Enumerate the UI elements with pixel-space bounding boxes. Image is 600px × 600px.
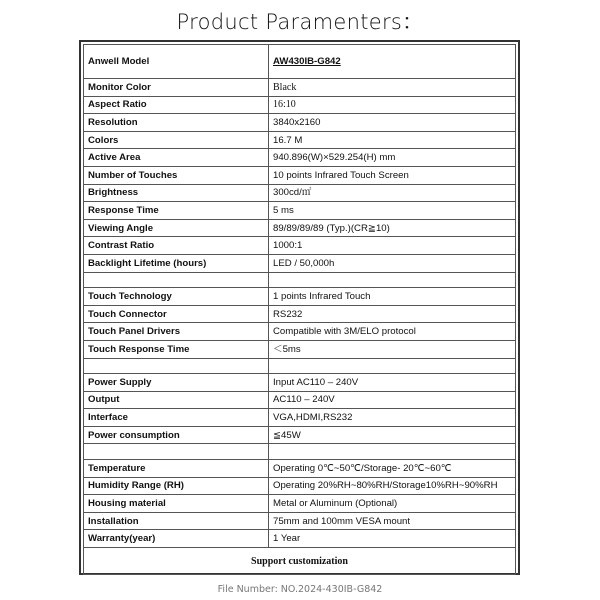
spec-row: [84, 219, 516, 237]
spec-label: Touch Technology: [84, 288, 269, 306]
spec-row: [84, 184, 516, 202]
spacer-row: [84, 272, 516, 288]
spacer-row: [84, 444, 516, 460]
spec-row: [84, 495, 516, 513]
spec-row: [84, 323, 516, 341]
spec-value: Operating 0℃~50℃/Storage- 20℃~60℃: [269, 460, 516, 478]
spec-label: Touch Panel Drivers: [84, 323, 269, 341]
spec-label: Colors: [84, 131, 269, 149]
spec-label: Aspect Ratio: [84, 96, 269, 114]
spec-label: Number of Touches: [84, 166, 269, 184]
spec-row: [84, 340, 516, 358]
spec-row-model: [84, 45, 516, 79]
spec-value: 300cd/㎡: [269, 184, 516, 202]
spec-label: Response Time: [84, 202, 269, 220]
spec-label: Brightness: [84, 184, 269, 202]
spec-row: [84, 426, 516, 444]
spec-row: [84, 288, 516, 306]
spacer-cell: [269, 444, 516, 460]
spec-row: [84, 460, 516, 478]
spec-label: Touch Response Time: [84, 340, 269, 358]
spec-label: Resolution: [84, 114, 269, 132]
spec-row: [84, 512, 516, 530]
spec-label: Anwell Model: [84, 45, 269, 79]
spacer-row: [84, 358, 516, 374]
spec-row: [84, 391, 516, 409]
spec-row: [84, 79, 516, 97]
spec-label: Humidity Range (RH): [84, 477, 269, 495]
spec-value: ≦45W: [269, 426, 516, 444]
spacer-cell: [84, 444, 269, 460]
spacer-cell: [84, 272, 269, 288]
spec-label: Output: [84, 391, 269, 409]
spec-row: [84, 131, 516, 149]
spec-value: RS232: [269, 305, 516, 323]
spec-value: 5 ms: [269, 202, 516, 220]
spec-value: 16.7 M: [269, 131, 516, 149]
spec-label: Viewing Angle: [84, 219, 269, 237]
spec-label: Interface: [84, 409, 269, 427]
spec-value: 3840x2160: [269, 114, 516, 132]
spec-value: Compatible with 3M/ELO protocol: [269, 323, 516, 341]
spec-table-frame: [79, 40, 520, 575]
spec-value: 1000:1: [269, 237, 516, 255]
spec-row: [84, 202, 516, 220]
spec-label: Housing material: [84, 495, 269, 513]
spec-label: Touch Connector: [84, 305, 269, 323]
spec-value: Metal or Aluminum (Optional): [269, 495, 516, 513]
spec-value: Input AC110 – 240V: [269, 374, 516, 392]
spec-row: [84, 237, 516, 255]
spec-label: Monitor Color: [84, 79, 269, 97]
support-row: [84, 548, 516, 575]
spec-row: [84, 374, 516, 392]
spec-label: Warranty(year): [84, 530, 269, 548]
spec-label: Power consumption: [84, 426, 269, 444]
spec-value: VGA,HDMI,RS232: [269, 409, 516, 427]
spec-label: Power Supply: [84, 374, 269, 392]
spec-row: [84, 96, 516, 114]
spec-row: [84, 409, 516, 427]
spec-label: Backlight Lifetime (hours): [84, 254, 269, 272]
spec-label: Temperature: [84, 460, 269, 478]
spec-value: Black: [269, 79, 516, 97]
spec-row: [84, 254, 516, 272]
spec-value: 89/89/89/89 (Typ.)(CR≧10): [269, 219, 516, 237]
spec-row: [84, 477, 516, 495]
spacer-cell: [84, 358, 269, 374]
spec-value-model: AW430IB-G842: [269, 45, 516, 79]
spec-value: Operating 20%RH~80%RH/Storage10%RH~90%RH: [269, 477, 516, 495]
spec-row: [84, 166, 516, 184]
file-number: File Number: NO.2024-430IB-G842: [217, 584, 383, 595]
spacer-cell: [269, 272, 516, 288]
spec-row: [84, 149, 516, 167]
spec-value: 1 points Infrared Touch: [269, 288, 516, 306]
spacer-cell: [269, 358, 516, 374]
spec-value: 16:10: [269, 96, 516, 114]
spec-label: Active Area: [84, 149, 269, 167]
page-title: Product Paramenters：: [176, 10, 424, 34]
spec-value: AC110 – 240V: [269, 391, 516, 409]
spec-value: 10 points Infrared Touch Screen: [269, 166, 516, 184]
spec-value: LED / 50,000h: [269, 254, 516, 272]
support-customization-note: Support customization: [84, 548, 516, 575]
spec-label: Contrast Ratio: [84, 237, 269, 255]
spec-value: 940.896(W)×529.254(H) mm: [269, 149, 516, 167]
spec-label: Installation: [84, 512, 269, 530]
spec-row: [84, 530, 516, 548]
spec-table: [83, 44, 516, 575]
spec-row: [84, 305, 516, 323]
spec-value: 75mm and 100mm VESA mount: [269, 512, 516, 530]
spec-row: [84, 114, 516, 132]
spec-value: 1 Year: [269, 530, 516, 548]
spec-value: ＜5ms: [269, 340, 516, 358]
